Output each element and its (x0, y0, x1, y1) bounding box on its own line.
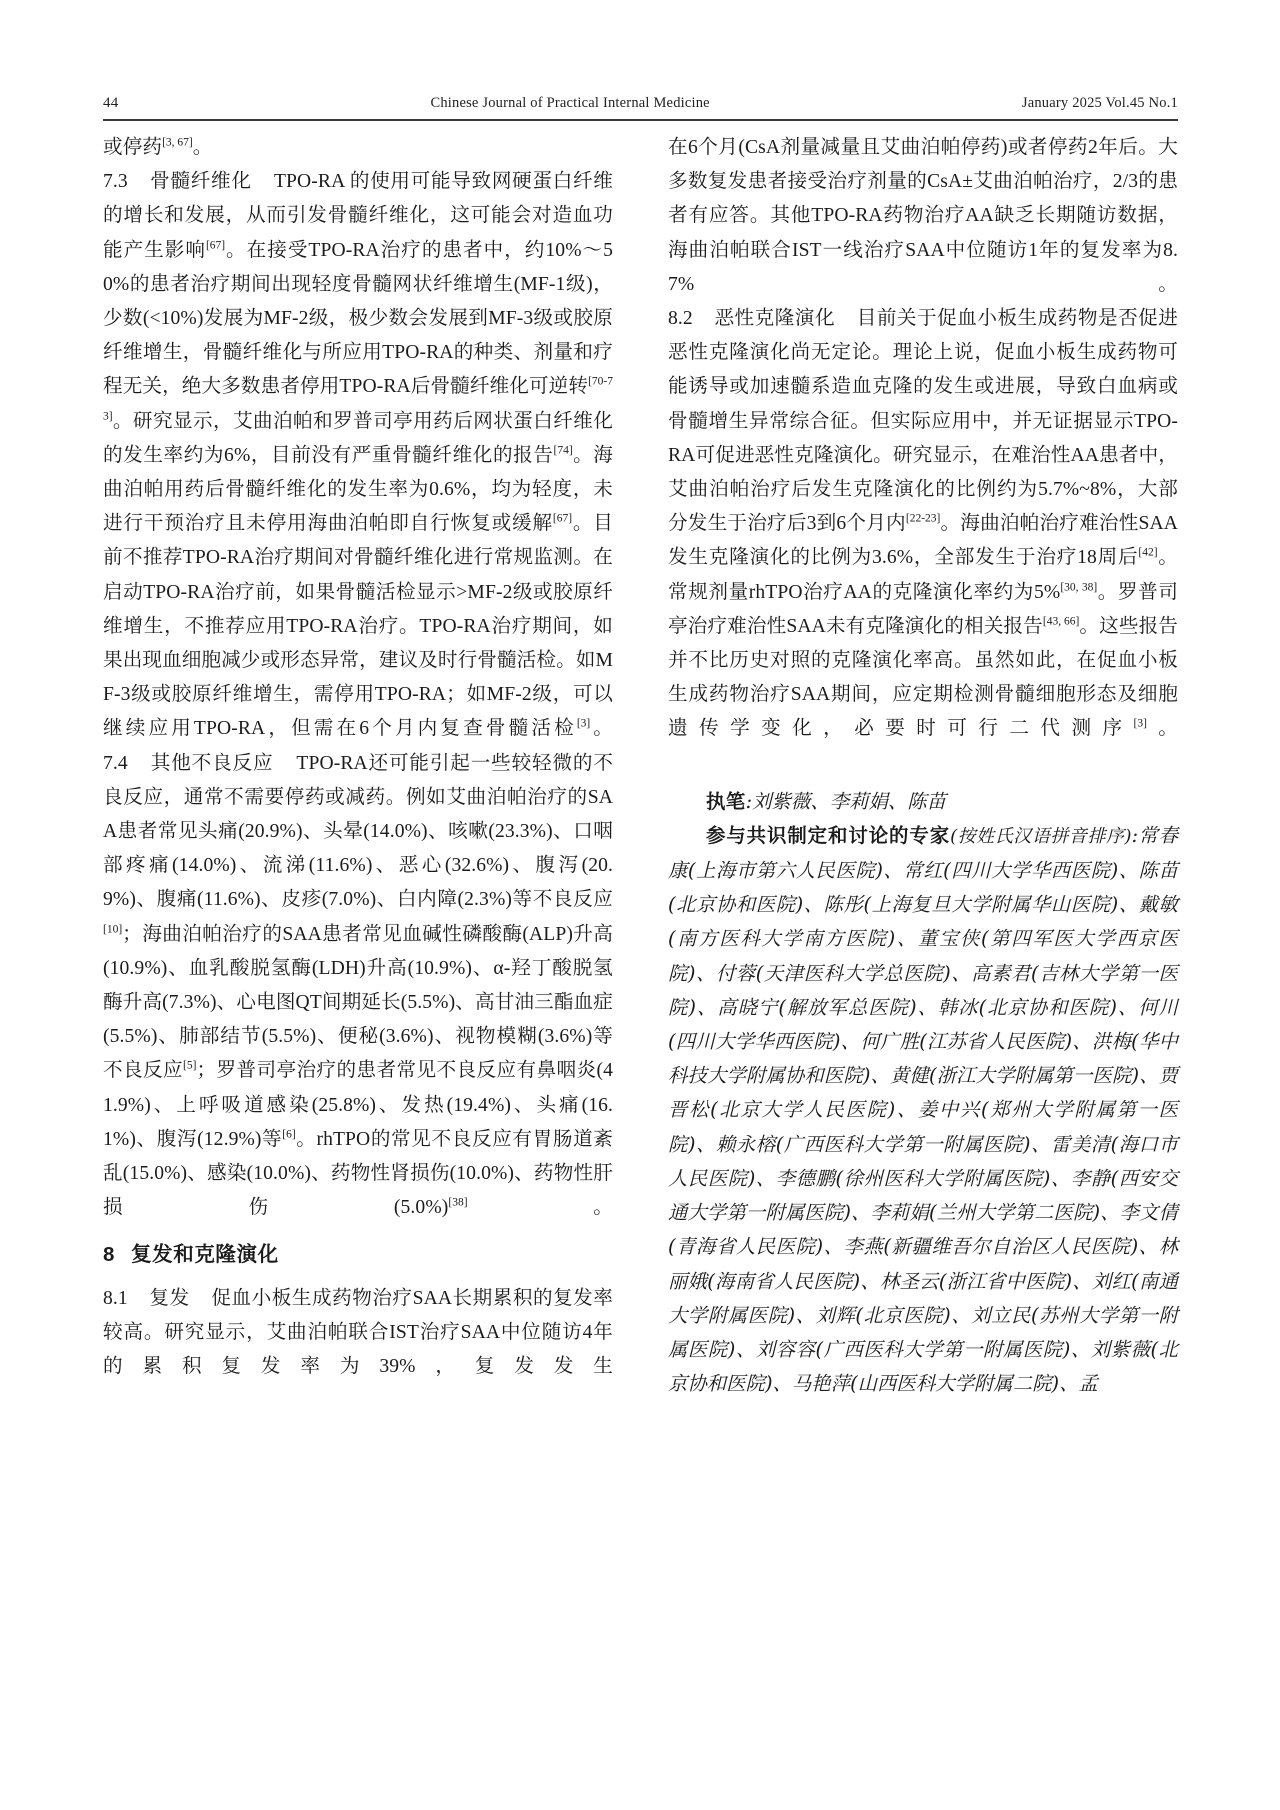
authors-line (668, 785, 1178, 819)
section-8-heading (103, 1239, 613, 1271)
section-8-2-number: 8.2 (668, 308, 693, 330)
section-7-4-number: 7.4 (103, 752, 128, 774)
experts-label: 参与共识制定和讨论的专家 (706, 824, 951, 847)
left-column (103, 131, 613, 1401)
section-7-4 (103, 747, 613, 1226)
section-8-2-title: 恶性克隆演化 (714, 308, 836, 330)
authors-separator: : (745, 789, 753, 813)
section-8-2 (668, 302, 1178, 747)
experts-separator: : (1131, 823, 1139, 847)
credits-block (668, 785, 1178, 1402)
section-8-1-number: 8.1 (103, 1287, 128, 1309)
section-8-1-body: 促血小板生成药物治疗SAA长期累积的复发率较高。研究显示，艾曲泊帕联合IST治疗SAA中位随访4年的累积复发率为39%，复发发生 (103, 1287, 613, 1377)
section-8-title: 复发和克隆演化 (131, 1242, 279, 1266)
body-columns (103, 131, 1178, 1401)
header-rule (103, 119, 1178, 121)
section-7-4-body: TPO-RA还可能引起一些较轻微的不良反应，通常不需要停药或减药。例如艾曲泊帕治疗的SAA患者常见头痛(20.9%)、头晕(14.0%)、咳嗽(23.3%)、口咽部疼痛(14.0%)、流涕(11.6%)、恶心(32.6%)、腹泻(20.9%)、腹痛(11.6%)、皮疹(7.0%)、白内障(2.3%)等不良反应[10]；海曲泊帕治疗的SAA患者常见血碱性磷酸酶(ALP)升高(10.9%)、血乳酸脱氢酶(LDH)升高(10.9%)、α-羟丁酸脱氢酶升高(7.3%)、心电图QT间期延长(5.5%)、高甘油三酯血症(5.5%)、肺部结节(5.5%)、便秘(3.6%)、视物模糊(3.6%)等不良反应[5]；罗普司亭治疗的患者常见不良反应有鼻咽炎(41.9%)、上呼吸道感染(25.8%)、发热(19.4%)、头痛(16.1%)、腹泻(12.9%)等[6]。rhTPO的常见不良反应有胃肠道紊乱(15.0%)、感染(10.0%)、药物性肾损伤(10.0%)、药物性肝损伤(5.0%)[38]。 (103, 752, 614, 1219)
journal-title: Chinese Journal of Practical Internal Medicine (430, 95, 710, 111)
section-8-1-continued: 在6个月(CsA剂量减量且艾曲泊帕停药)或者停药2年后。大多数复发患者接受治疗剂量的CsA±艾曲泊帕治疗，2/3的患者有应答。其他TPO-RA药物治疗AA缺乏长期随访数据，海曲泊帕联合IST一线治疗SAA中位随访1年的复发率为8.7%。 (668, 137, 1178, 295)
experts-value: 常春康(上海市第六人民医院)、常红(四川大学华西医院)、陈苗(北京协和医院)、陈彤(上海复旦大学附属华山医院)、戴敏(南方医科大学南方医院)、董宝侠(第四军医大学西京医院)、付蓉(天津医科大学总医院)、高素君(吉林大学第一医院)、高晓宁(解放军总医院)、韩冰(北京协和医院)、何川(四川大学华西医院)、何广胜(江苏省人民医院)、洪梅(华中科技大学附属协和医院)、黄健(浙江大学附属第一医院)、贾晋松(北京大学人民医院)、姜中兴(郑州大学附属第一医院)、赖永榕(广西医科大学第一附属医院)、雷美清(海口市人民医院)、李德鹏(徐州医科大学附属医院)、李静(西安交通大学第一附属医院)、李莉娟(兰州大学第二医院)、李文倩(青海省人民医院)、李燕(新疆维吾尔自治区人民医院)、林丽娥(海南省人民医院)、林圣云(浙江省中医院)、刘红(南通大学附属医院)、刘辉(北京医院)、刘立民(苏州大学第一附属医院)、刘容容(广西医科大学第一附属医院)、刘紫薇(北京协和医院)、马艳萍(山西医科大学附属二院)、孟 (668, 823, 1178, 1396)
section-7-4-title: 其他不良反应 (150, 752, 274, 774)
section-7-3-title: 骨髓纤维化 (150, 171, 252, 193)
authors-label: 执笔 (706, 790, 746, 813)
section-7-3 (103, 165, 613, 746)
right-column (668, 131, 1178, 1401)
section-8-1-title: 复发 (149, 1287, 190, 1309)
section-7-3-number: 7.3 (103, 171, 128, 193)
section-8-number: 8 (103, 1242, 116, 1266)
experts-sort-note: (按姓氏汉语拼音排序) (950, 825, 1132, 847)
section-7-3-body: TPO-RA 的使用可能导致网硬蛋白纤维的增长和发展，从而引发骨髓纤维化，这可能会对造血功能产生影响[67]。在接受TPO-RA治疗的患者中，约10%～50%的患者治疗期间出现轻度骨髓网状纤维增生(MF-1级)，少数(<10%)发展为MF-2级，极少数会发展到MF-3级或胶原纤维增生，骨髓纤维化与所应用TPO-RA的种类、剂量和疗程无关，绝大多数患者停用TPO-RA后骨髓纤维化可逆转[70-73]。研究显示，艾曲泊帕和罗普司亭用药后网状蛋白纤维化的发生率约为6%，目前没有严重骨髓纤维化的报告[74]。海曲泊帕用药后骨髓纤维化的发生率为0.6%，均为轻度，未进行干预治疗且未停用海曲泊帕即自行恢复或缓解[67]。目前不推荐TPO-RA治疗期间对骨髓纤维化进行常规监测。在启动TPO-RA治疗前，如果骨髓活检显示>MF-2级或胶原纤维增生，不推荐应用TPO-RA治疗。TPO-RA治疗期间，如果出现血细胞减少或形态异常，建议及时行骨髓活检。如MF-3级或胶原纤维增生，需停用TPO-RA；如MF-2级，可以继续应用TPO-RA，但需在6个月内复查骨髓活检[3]。 (103, 171, 614, 740)
experts-line (668, 819, 1178, 1401)
issue-info: January 2025 Vol.45 No.1 (1021, 95, 1178, 111)
authors-value: 刘紫薇、李莉娟、陈苗 (752, 789, 947, 813)
running-head (103, 86, 1178, 112)
continued-line: 或停药[3, 67]。 (103, 136, 213, 158)
section-8-2-body: 目前关于促血小板生成药物是否促进恶性克隆演化尚无定论。理论上说，促血小板生成药物可能诱导或加速髓系造血克隆的发生或进展，导致白血病或骨髓增生异常综合征。但实际应用中，并无证据显示TPO-RA可促进恶性克隆演化。研究显示，在难治性AA患者中，艾曲泊帕治疗后发生克隆演化的比例约为5.7%~8%，大部分发生于治疗后3到6个月内[22-23]。海曲泊帕治疗难治性SAA发生克隆演化的比例为3.6%，全部发生于治疗18周后[42]。常规剂量rhTPO治疗AA的克隆演化率约为5%[30, 38]。罗普司亭治疗难治性SAA未有克隆演化的相关报告[43, 66]。这些报告并不比历史对照的克隆演化率高。虽然如此，在促血小板生成药物治疗SAA期间，应定期检测骨髓细胞形态及细胞遗传学变化，必要时可行二代测序[3]。 (668, 308, 1179, 740)
section-8-1 (103, 1282, 613, 1385)
page-folio: 44 (103, 95, 119, 111)
